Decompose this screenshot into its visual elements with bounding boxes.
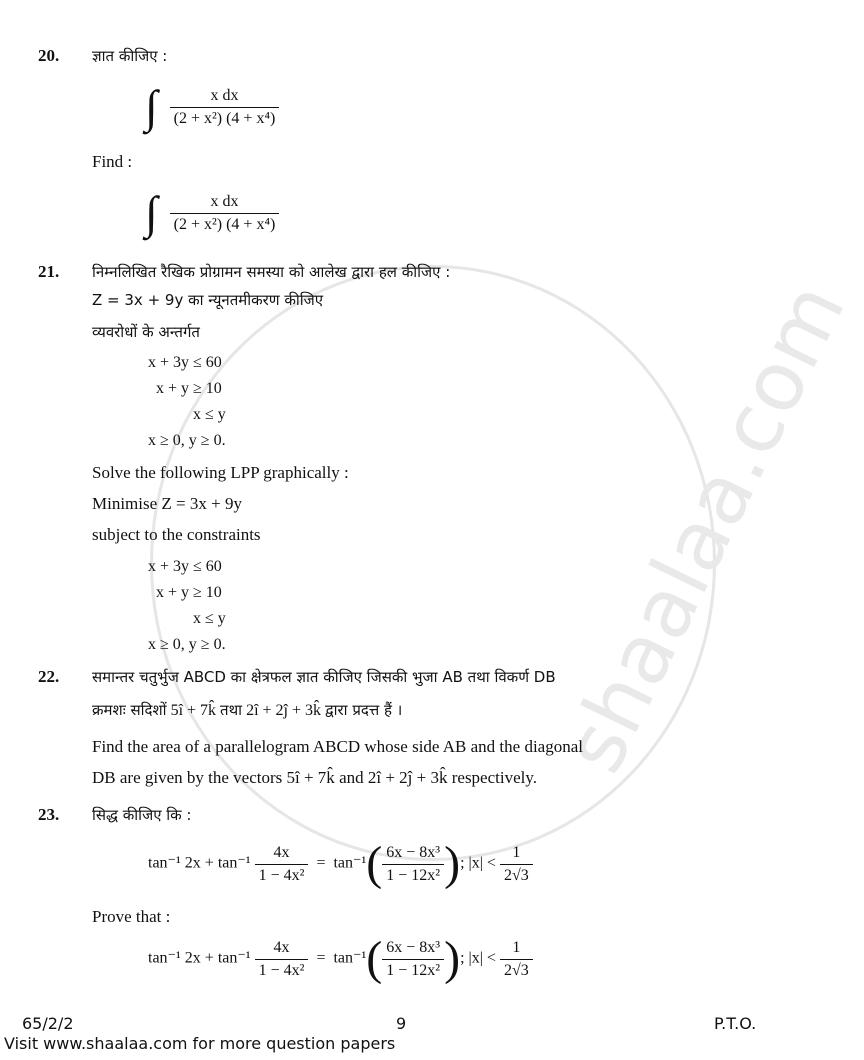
constraint: x ≤ y [193, 406, 226, 423]
question-23-equation-english: tan⁻¹ 2x + tan⁻¹ $\frac{4x}{\text{1 − 4x²}}$ = tan⁻¹( $\frac{\text{6x − 8x³}}{\text{1 − 12x²}}$ ); |x| < $\frac{1}{2√3}$ [148, 935, 533, 983]
constraint: x ≤ y [193, 610, 226, 627]
question-20-integral-hindi: ∫ $\frac{\text{x dx}}{\text{(2 + x²) (4 + x⁴)}}$ [145, 84, 279, 130]
question-21-hindi-line: निम्नलिखित रैखिक प्रोग्रामन समस्या को आलेख द्वारा हल कीजिए : [92, 263, 451, 281]
question-21-hindi-line: व्यवरोधों के अन्तर्गत [92, 323, 200, 341]
constraint: x + 3y ≤ 60 [148, 354, 222, 371]
question-23-english-prompt: Prove that : [92, 907, 171, 926]
question-21-number: 21. [38, 262, 60, 281]
constraint: x ≥ 0, y ≥ 0. [148, 636, 226, 653]
constraint: x + y ≥ 10 [156, 584, 222, 601]
paper-code: 65/2/2 [22, 1014, 74, 1033]
question-22-hindi-line2: क्रमशः सदिशों 5î + 7k̂ तथा 2î + 2ĵ + 3k̂ द्वारा प्रदत्त हैं । [92, 701, 403, 719]
question-22-english-line1: Find the area of a parallelogram ABCD whose side AB and the diagonal [92, 737, 583, 756]
question-22-english-line2: DB are given by the vectors 5î + 7k̂ and 2î + 2ĵ + 3k̂ respectively. [92, 768, 538, 787]
integral-sign-icon: ∫ [145, 81, 158, 132]
constraint: x + y ≥ 10 [156, 380, 222, 397]
question-20-number: 20. [38, 46, 60, 65]
question-20-integral-english: ∫ $\frac{\text{x dx}}{\text{(2 + x²) (4 + x⁴)}}$ [145, 190, 279, 236]
question-21-english-line: Minimise Z = 3x + 9y [92, 494, 242, 513]
question-23-number: 23. [38, 805, 60, 824]
constraint: x ≥ 0, y ≥ 0. [148, 432, 226, 449]
watermark-text: shaalaa.com [546, 268, 864, 787]
question-22-hindi-line1: समान्तर चतुर्भुज ABCD का क्षेत्रफल ज्ञात कीजिए जिसकी भुजा AB तथा विकर्ण DB [92, 668, 556, 686]
visit-link[interactable]: Visit www.shaalaa.com for more question papers [4, 1034, 396, 1053]
question-23-equation-hindi: tan⁻¹ 2x + tan⁻¹ $\frac{4x}{\text{1 − 4x²}}$ = tan⁻¹( $\frac{\text{6x − 8x³}}{\text{1 − 12x²}}$ ); |x| < $\frac{1}{2√3}$ [148, 840, 533, 888]
constraint: x + 3y ≤ 60 [148, 558, 222, 575]
integral-sign-icon: ∫ [145, 187, 158, 238]
pto-label: P.T.O. [714, 1014, 757, 1033]
question-22-number: 22. [38, 667, 60, 686]
question-21-english-line: subject to the constraints [92, 525, 261, 544]
question-23-hindi-prompt: सिद्ध कीजिए कि : [92, 806, 192, 824]
page-number: 9 [396, 1014, 407, 1033]
question-20-english-prompt: Find : [92, 152, 133, 171]
question-20-hindi-prompt: ज्ञात कीजिए : [92, 47, 168, 65]
question-21-hindi-line: Z = 3x + 9y का न्यूनतमीकरण कीजिए [92, 291, 324, 309]
question-21-english-line: Solve the following LPP graphically : [92, 463, 349, 482]
